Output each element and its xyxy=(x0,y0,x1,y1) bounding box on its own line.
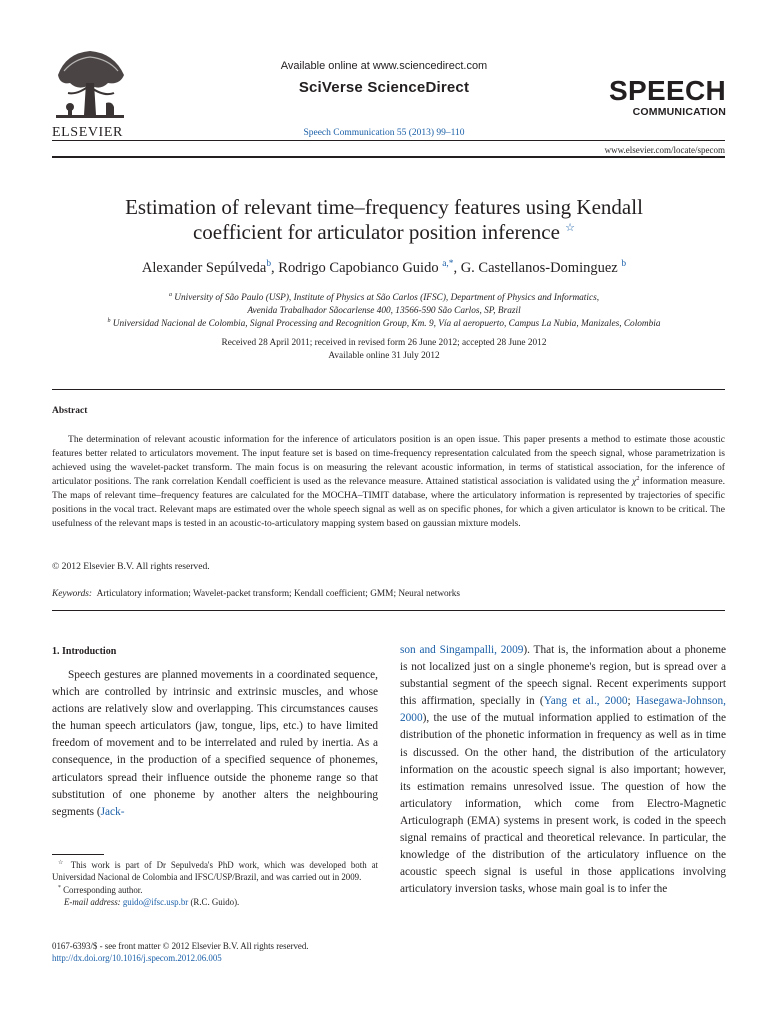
citation-link[interactable]: Hasegawa-Johnson, 2000 xyxy=(400,695,726,725)
affiliations xyxy=(40,292,728,331)
intro-paragraph: Speech gestures are planned movements in a coordinated sequence, which are controlled by intrinsic and extrinsic muscles, and whose actions are relatively slow and overlapping. This circumstances causes the human speech articulators (jaw, tongue, lips, etc.) to have limited freedom of movement and to be interrelated and ruled by inertia. As a consequence, in the production of a specified sequence of phonemes, articulators spread their influence outside the phoneme range so that substitution of one phoneme by another alters the neighbouring segments ( xyxy=(52,669,378,818)
issn-line: 0167-6393/$ - see front matter © 2012 Elsevier B.V. All rights reserved. xyxy=(52,941,309,951)
title-line-1: Estimation of relevant time–frequency features using Kendall xyxy=(125,195,643,219)
publisher-name: ELSEVIER xyxy=(52,125,123,140)
email-label: E-mail address: xyxy=(64,896,121,907)
chi-symbol: χ xyxy=(632,476,637,487)
body-column-left xyxy=(52,667,378,821)
email-suffix: (R.C. Guido). xyxy=(190,896,240,907)
chi-exponent: 2 xyxy=(636,474,640,482)
journal-logo-word-communication: COMMUNICATION xyxy=(632,106,726,118)
article-dates xyxy=(40,337,728,363)
author-separator: , xyxy=(271,260,279,276)
email-link[interactable]: guido@ifsc.usp.br xyxy=(122,896,189,907)
citation-link[interactable]: son and Singampalli, 2009 xyxy=(400,644,524,656)
sciencedirect-brand: SciVerse ScienceDirect xyxy=(298,79,470,96)
front-matter xyxy=(52,940,309,965)
citation-link[interactable]: Jack- xyxy=(100,805,125,818)
citation-separator: ; xyxy=(627,695,636,708)
header-rule-thin xyxy=(52,140,725,141)
affiliation-b-mark: b xyxy=(107,317,111,324)
intro-paragraph-continued: ). That is, the information about a phoneme is not localized just on a single phoneme's region, but is spread over a substantial segment of the speech signal. Recent experiments support this affirmation, specially in ( xyxy=(400,644,726,708)
available-date: Available online 31 July 2012 xyxy=(328,351,440,361)
author-affiliation-mark[interactable]: b xyxy=(266,259,272,270)
footnote-corr-mark: * xyxy=(58,884,61,891)
author-affiliation-mark[interactable]: a,* xyxy=(442,259,454,270)
article-title xyxy=(60,195,708,245)
intro-paragraph-continued: ), the use of the mutual information applied to estimation of the distribution of the phonetic information in frequency as well as in time is discussed. On the other hand, the distribution of the articulatory information on the acoustic speech signal is also important; however, its estimation remains unresolved issue. The question of how the articulatory information, which come from Electro-Magnetic Articulograph (EMA) systems in present work, is coded in the speech signal remains of practical and theoretical relevance. In particular, the knowledge of the distribution of the articulatory influence on the acoustic speech signal is useful in those applications involving articulatory inversion tasks, whose main goal is to infer the xyxy=(400,712,726,896)
keywords-label: Keywords: xyxy=(52,589,92,599)
affiliation-a-mark: a xyxy=(168,291,172,298)
footnote-corr-text: Corresponding author. xyxy=(63,884,143,895)
author-affiliation-mark[interactable]: b xyxy=(621,259,627,270)
doi-link[interactable]: http://dx.doi.org/10.1016/j.specom.2012.06.005 xyxy=(52,953,222,964)
abstract-top-rule xyxy=(52,389,725,390)
journal-logo xyxy=(594,75,726,118)
footnotes xyxy=(52,859,378,908)
header-rule-thick xyxy=(52,156,725,158)
title-footnote-mark[interactable]: ☆ xyxy=(565,222,576,234)
abstract-text xyxy=(52,433,725,531)
affiliation-b: Universidad Nacional de Colombia, Signal Processing and Recognition Group, Km. 9, Vía al aeropuerto, Campus La Nubia, Manizales, Colombia xyxy=(112,319,661,329)
journal-url[interactable]: www.elsevier.com/locate/specom xyxy=(604,145,725,155)
journal-citation-link[interactable]: Speech Communication 55 (2013) 99–110 xyxy=(303,128,465,138)
footnote-star-mark: ☆ xyxy=(58,860,66,867)
journal-logo-word-speech: SPEECH xyxy=(609,75,726,106)
keywords xyxy=(52,589,460,599)
footnote-email xyxy=(52,896,378,908)
footnote-star-text: This work is part of Dr Sepulveda's PhD work, which was developed both at Universidad Nacional de Colombia and IFSC/USP/Brazil, and was carried out in 2009. xyxy=(52,860,378,883)
author-name: Rodrigo Capobianco Guido xyxy=(278,260,439,276)
author-name: Alexander Sepúlveda xyxy=(141,260,267,276)
author-separator: , xyxy=(453,260,461,276)
abstract-heading: Abstract xyxy=(52,406,88,416)
abstract-bottom-rule xyxy=(52,610,725,611)
keywords-list: Articulatory information; Wavelet-packet transform; Kendall coefficient; GMM; Neural networks xyxy=(96,589,461,599)
received-dates: Received 28 April 2011; received in revised form 26 June 2012; accepted 28 June 2012 xyxy=(221,338,547,348)
author-name: G. Castellanos-Dominguez xyxy=(460,260,618,276)
abstract-text-part-2: information measure. The maps of relevant time–frequency features are calculated for the MOCHA–TIMIT database, where the articulatory information is represented by trajectories of specific positions in the vocal tract. Relevant maps are estimated over the whole speech signal as well as on specific phones, for which a given articulator is known to be critical. The usefulness of the relevant maps is tested in an acoustic-to-articulatory mapping system based on gaussian mixture models. xyxy=(52,476,725,529)
abstract-text-part-1: The determination of relevant acoustic information for the inference of articulators position is an open issue. This paper presents a method to estimate those acoustic features better related to articulators movement. The input feature set is based on time-frequency representation calculated from the speech signal, whose parametrization is achieved using the wavelet-packet transform. The main focus is on measuring the relevant acoustic information, in terms of statistical association, for the inference of articulator positions. The rank correlation Kendall coefficient is used as the relevance measure. Attained statistical association is validated using the xyxy=(52,434,725,487)
title-line-2: coefficient for articulator position inference xyxy=(192,220,560,244)
footnote-rule xyxy=(52,854,104,855)
abstract-copyright: © 2012 Elsevier B.V. All rights reserved. xyxy=(52,561,210,572)
body-column-right xyxy=(400,642,726,898)
affiliation-a-line-1: University of São Paulo (USP), Institute of Physics at São Carlos (IFSC), Department of Physics and Informatics, xyxy=(174,293,600,303)
available-online-text: Available online at www.sciencedirect.com xyxy=(280,60,488,72)
footnote-corresponding xyxy=(52,884,378,896)
footnote-star xyxy=(52,859,378,884)
author-list xyxy=(40,260,728,277)
affiliation-a-line-2: Avenida Trabalhador Sãocarlense 400, 13566-590 São Carlos, SP, Brazil xyxy=(247,306,521,316)
citation-link[interactable]: Yang et al., 2000 xyxy=(543,695,628,708)
section-heading-introduction: 1. Introduction xyxy=(52,646,117,657)
